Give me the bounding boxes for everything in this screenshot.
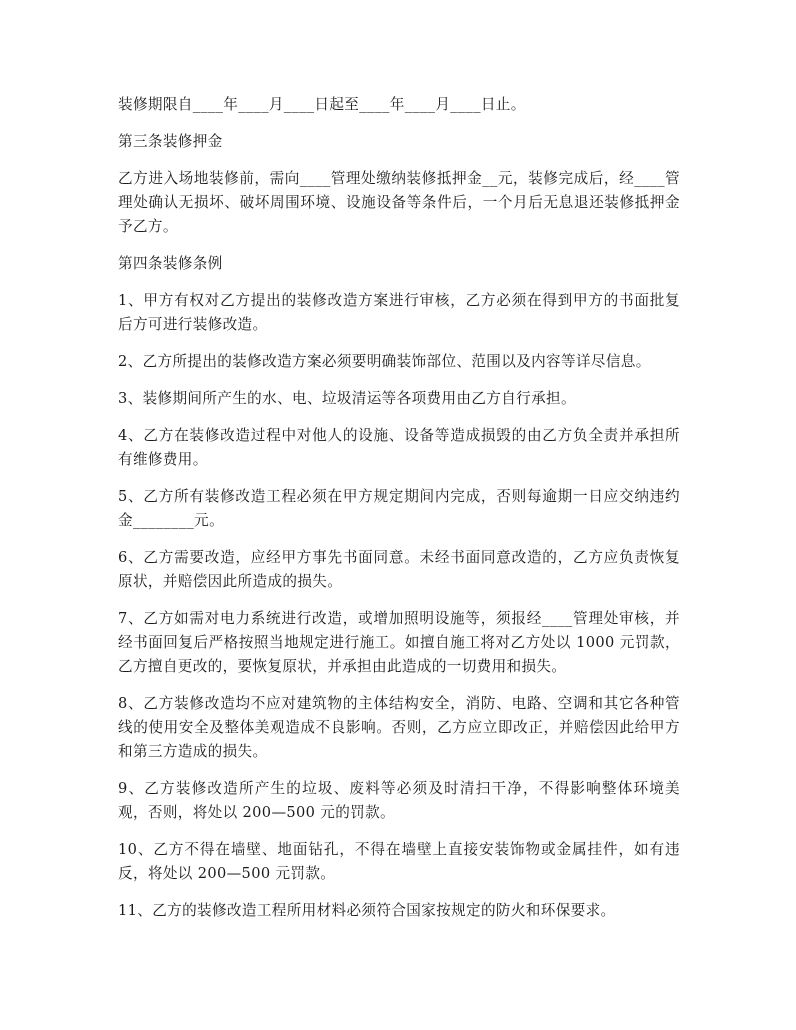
article-4-heading: 第四条装修条例	[118, 255, 223, 272]
rule-11-paragraph: 11、乙方的装修改造工程所用材料必须符合国家按规定的防火和环保要求。	[118, 902, 616, 919]
deposit-paragraph: 乙方进入场地装修前，需向____管理处缴纳装修抵押金__元，装修完成后，经____管理处确认无损坏、破坏周围环境、设施设备等条件后，一个月后无息退还装修抵押金予乙方。	[118, 170, 680, 235]
rule-7-paragraph: 7、乙方如需对电力系统进行改造，或增加照明设施等，须报经____管理处审核，并经书面回复后严格按照当地规定进行施工。如擅自施工将对乙方处以 1000 元罚款，乙方擅自更改的，要恢复原状，并承担由此造成的一切费用和损失。	[118, 610, 680, 675]
rule-6-paragraph: 6、乙方需要改造，应经甲方事先书面同意。未经书面同意改造的，乙方应负责恢复原状，并赔偿因此所造成的损失。	[118, 549, 680, 590]
rule-1-paragraph: 1、甲方有权对乙方提出的装修改造方案进行审核，乙方必须在得到甲方的书面批复后方可进行装修改造。	[118, 292, 680, 333]
renovation-period-paragraph: 装修期限自____年____月____日起至____年____月____日止。	[118, 96, 526, 113]
rule-2-paragraph: 2、乙方所提出的装修改造方案必须要明确装饰部位、范围以及内容等详尽信息。	[118, 353, 651, 370]
rule-9-paragraph: 9、乙方装修改造所产生的垃圾、废料等必须及时清扫干净，不得影响整体环境美观，否则，将处以 200—500 元的罚款。	[118, 780, 680, 821]
rule-5-paragraph: 5、乙方所有装修改造工程必须在甲方规定期间内完成，否则每逾期一日应交纳违约金________元。	[118, 488, 680, 529]
rule-4-paragraph: 4、乙方在装修改造过程中对他人的设施、设备等造成损毁的由乙方负全责并承担所有维修费用。	[118, 427, 680, 468]
rule-8-paragraph: 8、乙方装修改造均不应对建筑物的主体结构安全，消防、电路、空调和其它各种管线的使用安全及整体美观造成不良影响。否则，乙方应立即改正，并赔偿因此给甲方和第三方造成的损失。	[118, 695, 680, 760]
article-3-heading: 第三条装修押金	[118, 133, 223, 150]
rule-3-paragraph: 3、装修期间所产生的水、电、垃圾清运等各项费用由乙方自行承担。	[118, 390, 576, 407]
rule-10-paragraph: 10、乙方不得在墙壁、地面钻孔，不得在墙壁上直接安装饰物或金属挂件，如有违反，将处以 200—500 元罚款。	[118, 841, 680, 882]
document-body	[118, 93, 680, 936]
